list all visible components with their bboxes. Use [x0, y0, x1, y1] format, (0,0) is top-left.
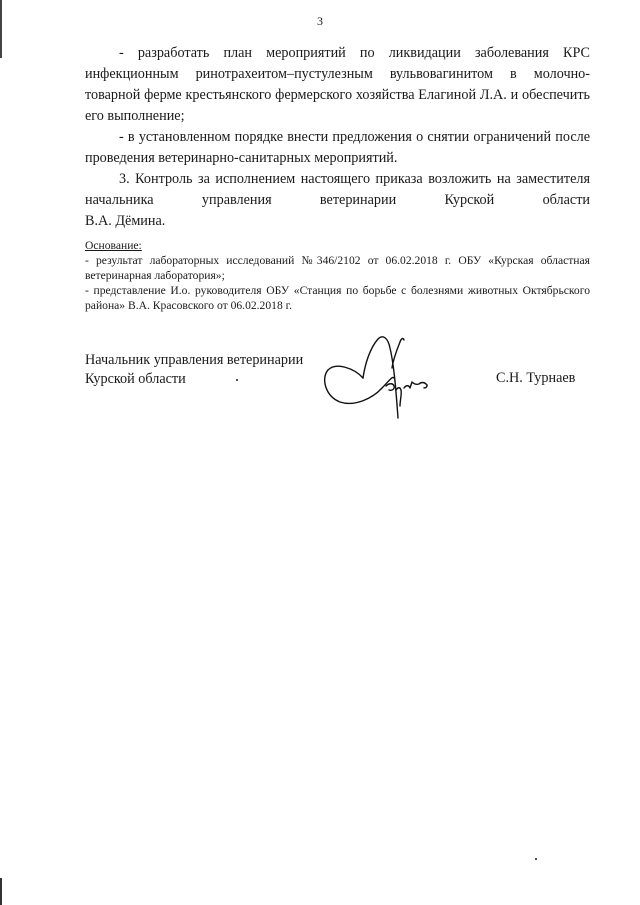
basis-title: Основание: [85, 239, 142, 252]
basis-section [85, 238, 590, 313]
signatory-position-line2: Курской области [85, 371, 186, 387]
signatory-name: С.Н. Турнаев [496, 370, 576, 386]
basis-item-submission: - представление И.о. руководителя ОБУ «Станция по борьбе с болезнями животных Октябрьского района» В.А. Красовского от 06.02.2018 г. [85, 284, 590, 312]
scan-speck [236, 379, 238, 381]
scan-edge-mark [0, 0, 2, 58]
handwritten-signature [320, 330, 440, 425]
basis-item-lab-results: - результат лабораторных исследований №346/2102 от 06.02.2018 г. ОБУ «Курская областная ветеринарная лаборатория»; [85, 254, 590, 282]
body-text [85, 43, 590, 232]
signatory-position-line1: Начальник управления ветеринарии [85, 352, 304, 368]
paragraph-action-plan: - разработать план мероприятий по ликвидации заболевания КРС инфекционным ринотрахеитом–пустулезным вульвовагинитом в молочно-товарной ферме крестьянского фермерского хозяйства Елагиной Л.А. и обеспечить его выполнение; [85, 45, 590, 124]
paragraph-control-name: В.А. Дёмина. [85, 213, 166, 229]
paragraph-control: 3. Контроль за исполнением настоящего приказа возложить на заместителя начальника управления ветеринарии Курской области [85, 171, 590, 208]
signatory-position [85, 351, 303, 389]
scan-edge-mark [0, 878, 2, 905]
paragraph-restrictions: - в установленном порядке внести предложения о снятии ограничений после проведения ветеринарно-санитарных мероприятий. [85, 129, 590, 166]
page-number: 3 [317, 14, 323, 28]
scan-speck [535, 858, 537, 860]
